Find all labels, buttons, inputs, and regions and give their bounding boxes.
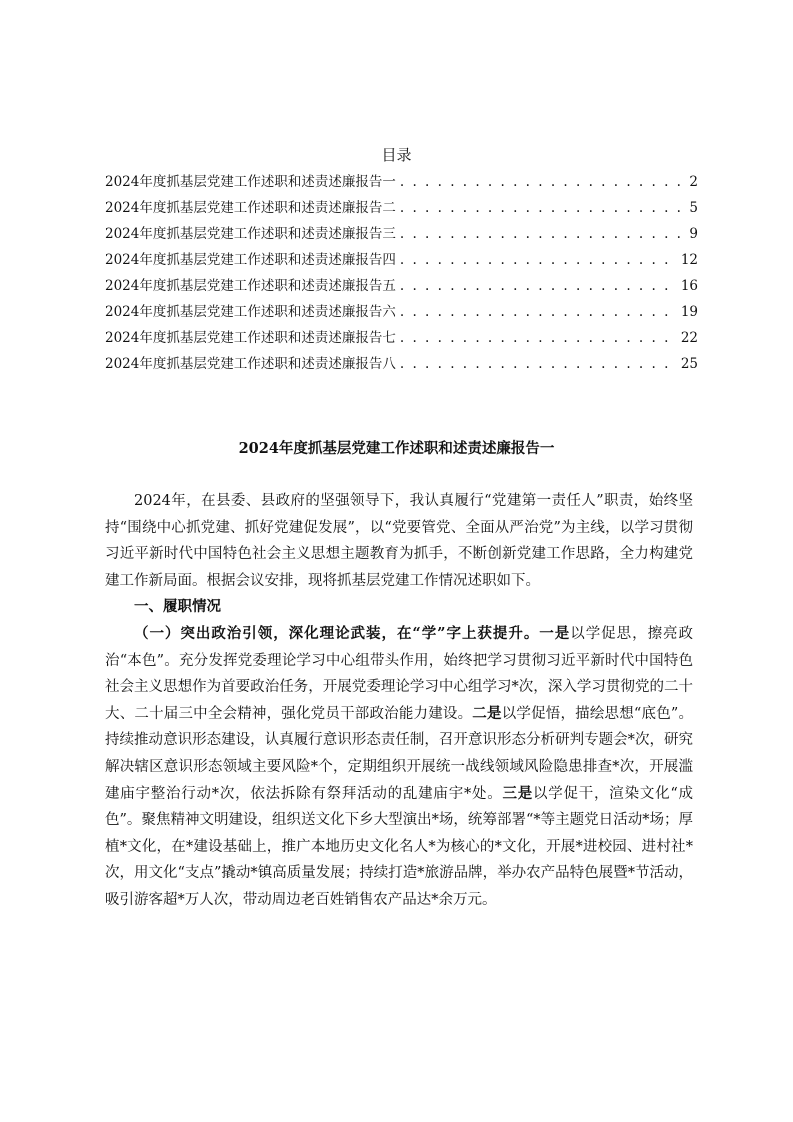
point-keyword: 一是 [539, 624, 571, 642]
toc-entry[interactable] [105, 196, 698, 222]
toc-leader-dots [400, 356, 677, 372]
toc-leader-dots [400, 330, 677, 346]
toc-entry-label: 2024年度抓基层党建工作述职和述责述廉报告二 [105, 200, 396, 216]
toc-entry-label: 2024年度抓基层党建工作述职和述责述廉报告六 [105, 304, 396, 320]
point-keyword: 二是 [472, 704, 502, 722]
point-text: 以学促悟，描绘思想“底色”。持续推动意识形态建设，认真履行意识形态责任制，召开意识形态分析研判专题会*次，研究解决辖区意识形态领域主要风险*个，定期组织开展统一战线领域风险隐患排查*次，开展滥建庙宇整治行动*次，依法拆除有祭拜活动的乱建庙宇*处。 [105, 705, 694, 802]
section-heading: 一、履职情况 [134, 598, 221, 616]
report-title: 2024年度抓基层党建工作述职和述责述廉报告一 [238, 440, 555, 457]
toc-entry[interactable] [105, 352, 698, 378]
toc-entry[interactable] [105, 326, 698, 352]
toc-leader-dots [400, 252, 677, 268]
toc-entry[interactable] [105, 170, 698, 196]
toc-entry-page: 5 [689, 200, 698, 216]
toc-entry[interactable] [105, 248, 698, 274]
toc-entry-label: 2024年度抓基层党建工作述职和述责述廉报告七 [105, 330, 396, 346]
toc-entry-page: 19 [680, 304, 698, 320]
toc-entry-label: 2024年度抓基层党建工作述职和述责述廉报告四 [105, 252, 396, 268]
toc-entry-label: 2024年度抓基层党建工作述职和述责述廉报告三 [105, 226, 396, 242]
toc-leader-dots [400, 174, 680, 190]
point-keyword: 三是 [502, 784, 534, 802]
toc-entry-page: 9 [689, 226, 698, 242]
toc-entry-page: 22 [680, 330, 698, 346]
intro-paragraph: 2024年，在县委、县政府的坚强领导下，我认真履行“党建第一责任人”职责，始终坚持“围绕中心抓党建、抓好党建促发展”，以“党要管党、全面从严治党”为主线，以学习贯彻习近平新时代中国特色社会主义思想主题教育为抓手，不断创新党建工作思路，全力构建党建工作新局面。根据会议安排，现将抓基层党建工作情况述职如下。 [105, 493, 693, 589]
subsection-heading: （一）突出政治引领，深化理论武装，在“学”字上获提升。 [134, 624, 540, 642]
toc-entry-label: 2024年度抓基层党建工作述职和述责述廉报告八 [105, 356, 396, 372]
table-of-contents [105, 170, 698, 378]
report-body [105, 488, 693, 914]
toc-entry-page: 2 [689, 174, 698, 190]
toc-entry-page: 16 [680, 278, 698, 294]
toc-leader-dots [400, 278, 677, 294]
toc-entry[interactable] [105, 222, 698, 248]
toc-leader-dots [400, 200, 680, 216]
toc-entry-label: 2024年度抓基层党建工作述职和述责述廉报告五 [105, 278, 396, 294]
point-text: 以学促思，擦亮政治“本色”。充分发挥党委理论学习中心组带头作用，始终把学习贯彻习近平新时代中国特色社会主义思想作为首要政治任务，开展党委理论学习中心组学习*次，深入学习贯彻党的二十大、二十届三中全会精神，强化党员干部政治能力建设。 [105, 625, 694, 722]
point-text: 以学促干，渲染文化“成色”。聚焦精神文明建设，组织送文化下乡大型演出*场，统筹部署“*等主题党日活动*场；厚植*文化，在*建设基础上，推广本地历史文化名人*为核心的*文化，开展*进校园、进村社*次，用文化“支点”撬动*镇高质量发展；持续打造*旅游品牌，举办农产品特色展暨*节活动，吸引游客超*万人次，带动周边老百姓销售农产品达*余万元。 [105, 785, 694, 908]
body-paragraph [105, 621, 693, 914]
toc-entry-label: 2024年度抓基层党建工作述职和述责述廉报告一 [105, 174, 396, 190]
toc-entry-page: 12 [680, 252, 698, 268]
toc-leader-dots [400, 304, 677, 320]
toc-entry[interactable] [105, 274, 698, 300]
toc-leader-dots [400, 226, 680, 242]
toc-title: 目录 [381, 146, 412, 164]
toc-entry[interactable] [105, 300, 698, 326]
toc-entry-page: 25 [680, 356, 698, 372]
